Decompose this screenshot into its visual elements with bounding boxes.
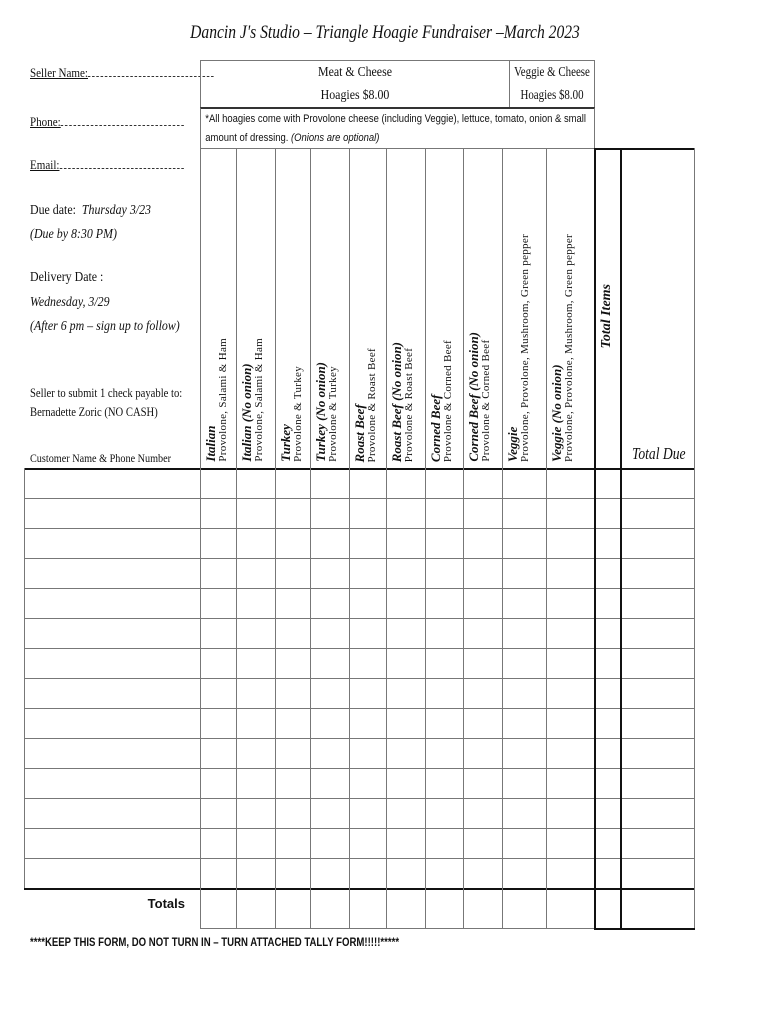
item-name: Corned Beef bbox=[428, 394, 443, 462]
due-time: (Due by 8:30 PM) bbox=[30, 227, 117, 242]
totals-bottom-line bbox=[200, 928, 594, 929]
item-column-header bbox=[546, 148, 594, 468]
due-date bbox=[30, 203, 151, 219]
veggie-header-line2: Hoagies $8.00 bbox=[520, 88, 584, 103]
footer-warning: ****KEEP THIS FORM, DO NOT TURN IN – TURN ATTACHED TALLY FORM!!!!!***** bbox=[30, 935, 400, 949]
item-name: Italian bbox=[203, 425, 218, 462]
total-items-header bbox=[594, 148, 620, 468]
order-row[interactable] bbox=[24, 588, 694, 618]
total-items-label: Total Items bbox=[599, 283, 614, 348]
totals-label: Totals bbox=[147, 896, 185, 911]
veggie-header-line1: Veggie & Cheese bbox=[514, 65, 590, 80]
item-label bbox=[390, 342, 416, 462]
item-description: Provolone, Salami & Ham bbox=[217, 338, 229, 462]
payment-payee: Bernadette Zoric (NO CASH) bbox=[30, 405, 158, 419]
item-description: Provolone & Turkey bbox=[292, 366, 304, 462]
item-label bbox=[314, 362, 340, 462]
order-row[interactable] bbox=[24, 768, 694, 798]
order-row[interactable] bbox=[24, 528, 694, 558]
customer-column-header: Customer Name & Phone Number bbox=[30, 451, 172, 465]
item-description: Provolone, Salami & Ham bbox=[253, 338, 265, 462]
item-description: Provolone & Turkey bbox=[327, 366, 339, 462]
seller-name-field[interactable] bbox=[30, 64, 214, 81]
meat-header-line2: Hoagies $8.00 bbox=[320, 88, 390, 103]
order-row[interactable] bbox=[24, 498, 694, 528]
order-row[interactable] bbox=[24, 678, 694, 708]
item-name: Veggie bbox=[505, 426, 520, 462]
item-column-header bbox=[463, 148, 502, 468]
item-column-header bbox=[236, 148, 275, 468]
meat-price-header bbox=[200, 60, 510, 108]
item-column-header bbox=[200, 148, 236, 468]
item-label bbox=[467, 332, 493, 462]
order-row[interactable] bbox=[24, 648, 694, 678]
item-name: Italian (No onion) bbox=[239, 363, 254, 462]
grid-right-line bbox=[694, 148, 695, 928]
item-label bbox=[353, 348, 379, 462]
item-name: Veggie (No onion) bbox=[549, 364, 564, 462]
email-field[interactable] bbox=[30, 156, 184, 173]
item-label bbox=[550, 234, 576, 462]
order-row[interactable] bbox=[24, 738, 694, 768]
order-row[interactable] bbox=[24, 618, 694, 648]
item-label bbox=[204, 338, 230, 462]
item-description: Provolone & Corned Beef bbox=[442, 339, 454, 462]
delivery-note: (After 6 pm – sign up to follow) bbox=[30, 319, 180, 334]
item-column-header bbox=[386, 148, 425, 468]
grid-top-thick bbox=[594, 148, 694, 150]
order-row[interactable] bbox=[24, 858, 694, 888]
item-description: Provolone, Provolone, Mushroom, Green pepper bbox=[519, 234, 531, 462]
phone-label: Phone: bbox=[30, 114, 61, 129]
ingredients-note bbox=[200, 107, 595, 149]
item-label bbox=[240, 338, 266, 462]
order-row[interactable] bbox=[24, 798, 694, 828]
veggie-price-header bbox=[509, 60, 595, 108]
item-name: Corned Beef (No onion) bbox=[466, 332, 481, 462]
item-name: Roast Beef (No onion) bbox=[389, 341, 404, 462]
email-label: Email: bbox=[30, 157, 60, 172]
total-due-label: Total Due bbox=[632, 444, 686, 463]
item-description: Provolone & Roast Beef bbox=[366, 347, 378, 462]
item-label bbox=[506, 234, 532, 462]
totals-bottom-thick bbox=[594, 928, 695, 930]
item-column-header bbox=[502, 148, 546, 468]
seller-name-label: Seller Name: bbox=[30, 65, 88, 80]
delivery-day: Wednesday, 3/29 bbox=[30, 295, 110, 310]
note-optional: (Onions are optional) bbox=[291, 132, 380, 144]
item-column-header bbox=[275, 148, 310, 468]
item-description: Provolone & Corned Beef bbox=[480, 339, 492, 462]
order-row[interactable] bbox=[24, 708, 694, 738]
delivery-label: Delivery Date : bbox=[30, 270, 104, 285]
order-row[interactable] bbox=[24, 558, 694, 588]
due-date-label: Due date: bbox=[30, 203, 76, 218]
item-label bbox=[279, 366, 305, 462]
item-label bbox=[429, 340, 455, 462]
item-name: Turkey (No onion) bbox=[313, 362, 328, 462]
item-description: Provolone, Provolone, Mushroom, Green pepper bbox=[563, 234, 575, 462]
item-column-header bbox=[349, 148, 386, 468]
order-row[interactable] bbox=[24, 828, 694, 858]
phone-field[interactable] bbox=[30, 113, 184, 130]
page-title: Dancin J's Studio – Triangle Hoagie Fundraiser –March 2023 bbox=[190, 22, 580, 43]
item-column-header bbox=[425, 148, 463, 468]
payment-instructions: Seller to submit 1 check payable to: bbox=[30, 386, 183, 400]
note-text: *All hoagies come with Provolone cheese (including Veggie), lettuce, tomato, onion & small amount of dressing. bbox=[205, 113, 587, 144]
item-column-header bbox=[310, 148, 349, 468]
item-name: Turkey bbox=[278, 424, 293, 462]
meat-header-line1: Meat & Cheese bbox=[317, 65, 393, 80]
item-name: Roast Beef bbox=[352, 403, 367, 462]
item-description: Provolone & Roast Beef bbox=[403, 347, 415, 462]
order-row[interactable] bbox=[24, 468, 694, 498]
due-date-value: Thursday 3/23 bbox=[81, 203, 151, 218]
